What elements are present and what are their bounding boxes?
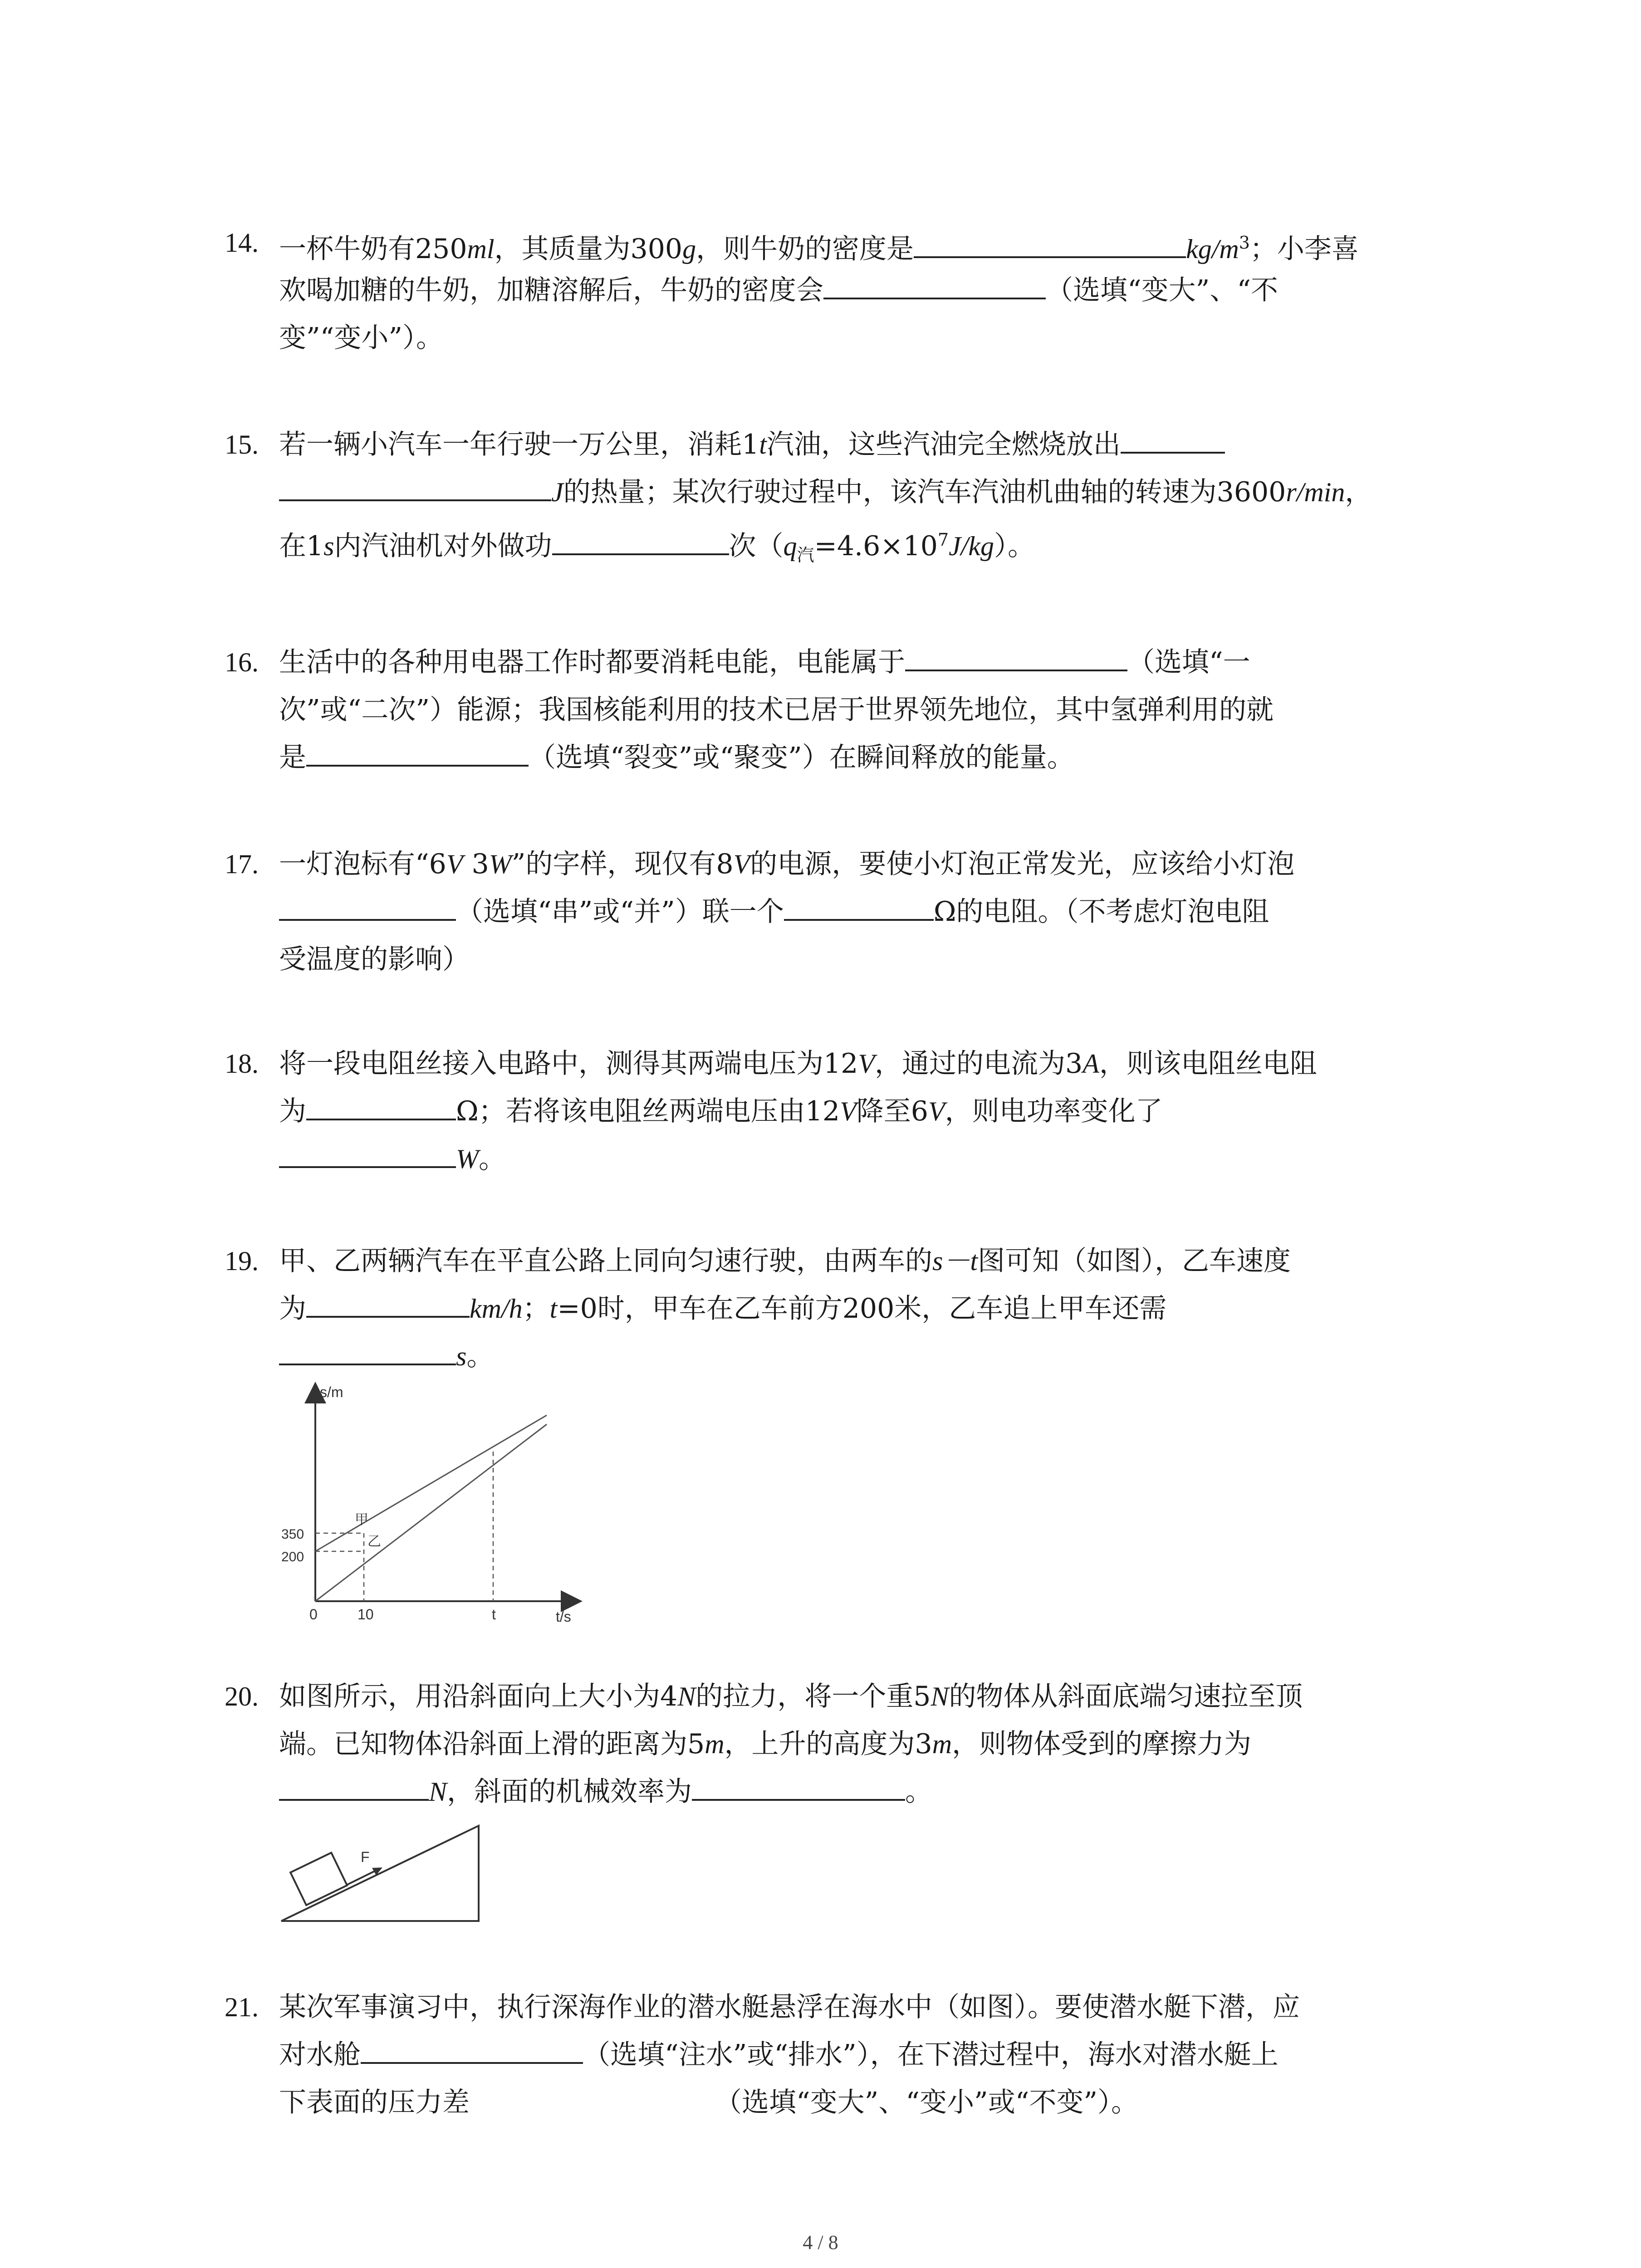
q17-line-2: （选填“串”或“并”）联一个 Ω的电阻。（不考虑灯泡电阻 xyxy=(279,894,1269,930)
answer-blank xyxy=(361,2037,583,2064)
answer-blank xyxy=(692,1774,905,1801)
x-axis-label: t/s xyxy=(556,1608,571,1624)
q15-line-2: J的热量；某次行驶过程中，该汽车汽油机曲轴的转速为3600r/min， xyxy=(279,474,1372,510)
line-jia xyxy=(315,1415,547,1551)
answer-blank xyxy=(1121,426,1225,454)
answer-blank xyxy=(306,1290,470,1318)
q19-line-1: 甲、乙两辆汽车在平直公路上同向匀速行驶，由两车的s－t图可知（如图），乙车速度 xyxy=(279,1245,1291,1277)
q17-line-3: 受温度的影响） xyxy=(279,943,470,975)
answer-blank xyxy=(279,1774,429,1801)
q16-line-2: 次”或“二次”）能源；我国核能利用的技术已居于世界领先地位，其中氢弹利用的就 xyxy=(279,694,1274,726)
q21-line-3: 下表面的压力差 （选填“变大”、“变小”或“不变”）。 xyxy=(279,2087,1139,2118)
q18-line-2: 为 Ω；若将该电阻丝两端电压由12V降至6V，则电功率变化了 xyxy=(279,1093,1163,1129)
q19-line-2: 为 km/h；t=0时，甲车在乙车前方200米，乙车追上甲车还需 xyxy=(279,1290,1166,1327)
y-tick-350: 350 xyxy=(281,1527,304,1542)
q15-line-1: 若一辆小汽车一年行驶一万公里，消耗1t汽油，这些汽油完全燃烧放出 xyxy=(279,426,1225,463)
question-number-20: 20. xyxy=(225,1681,259,1711)
q21-line-1: 某次军事演习中，执行深海作业的潜水艇悬浮在海水中（如图）。要使潜水艇下潜，应 xyxy=(279,1991,1300,2023)
answer-blank xyxy=(905,644,1127,671)
y-tick-200: 200 xyxy=(281,1549,304,1564)
answer-blank xyxy=(279,1338,456,1365)
y-axis-label: s/m xyxy=(320,1384,343,1400)
st-graph xyxy=(272,1379,599,1624)
block xyxy=(290,1853,347,1905)
q14-line-2: 欢喝加糖的牛奶，加糖溶解后，牛奶的密度会 （选填“变大”、“不 xyxy=(279,272,1278,308)
x-tick-10: 10 xyxy=(358,1606,374,1623)
answer-blank xyxy=(914,231,1186,258)
q16-line-1: 生活中的各种用电器工作时都要消耗电能，电能属于 （选填“一 xyxy=(279,644,1250,680)
q18-line-3: W。 xyxy=(279,1141,506,1177)
label-jia: 甲 xyxy=(355,1512,368,1527)
answer-blank xyxy=(279,1141,456,1168)
answer-blank xyxy=(279,474,551,501)
q21-line-2: 对水舱 （选填“注水”或“排水”），在下潜过程中，海水对潜水艇上 xyxy=(279,2037,1279,2073)
answer-blank xyxy=(306,739,529,767)
question-number-16: 16. xyxy=(225,647,259,677)
q20-line-3: N，斜面的机械效率为 。 xyxy=(279,1774,932,1810)
q15-line-3: 在1s内汽油机对外做功 次$(q_汽=4.6\times 10^7J/kg)$。 xyxy=(279,522,1035,573)
q16-line-3: 是 （选填“裂变”或“聚变”）在瞬间释放的能量。 xyxy=(279,739,1074,776)
question-number-14: 14. xyxy=(225,228,259,258)
question-number-15: 15. xyxy=(225,430,259,459)
answer-blank xyxy=(823,272,1046,299)
question-number-18: 18. xyxy=(225,1049,259,1079)
answer-blank xyxy=(306,1093,456,1120)
q20-line-2: 端。已知物体沿斜面上滑的距离为5m，上升的高度为3m，则物体受到的摩擦力为 xyxy=(279,1728,1252,1760)
q19-line-3: s。 xyxy=(279,1338,494,1374)
q20-line-1: 如图所示，用沿斜面向上大小为4N的拉力，将一个重5N的物体从斜面底端匀速拉至顶 xyxy=(279,1681,1303,1712)
q14-line-1: 一杯牛奶有250ml，其质量为300g，则牛奶的密度是 $kg/m^3$；小李喜 xyxy=(279,225,1359,267)
origin-label: 0 xyxy=(309,1606,318,1623)
question-number-17: 17. xyxy=(225,849,259,879)
q14-line-3: 变”“变小”）。 xyxy=(279,322,444,354)
force-label: F xyxy=(361,1849,370,1865)
q18-line-1: 将一段电阻丝接入电路中，测得其两端电压为12V，通过的电流为3A，则该电阻丝电阻 xyxy=(279,1048,1317,1080)
question-number-21: 21. xyxy=(225,1992,259,2022)
answer-blank xyxy=(552,528,729,555)
label-yi: 乙 xyxy=(367,1534,381,1549)
x-tick-t: t xyxy=(492,1606,496,1623)
line-yi xyxy=(315,1424,547,1601)
page-number: 4 / 8 xyxy=(803,2231,838,2253)
incline-figure xyxy=(279,1819,492,1928)
q17-line-1: 一灯泡标有“6V 3W”的字样，现仅有8V的电源，要使小灯泡正常发光，应该给小灯泡 xyxy=(279,848,1295,880)
question-number-19: 19. xyxy=(225,1246,259,1276)
answer-blank xyxy=(279,894,456,921)
answer-blank xyxy=(784,894,934,921)
